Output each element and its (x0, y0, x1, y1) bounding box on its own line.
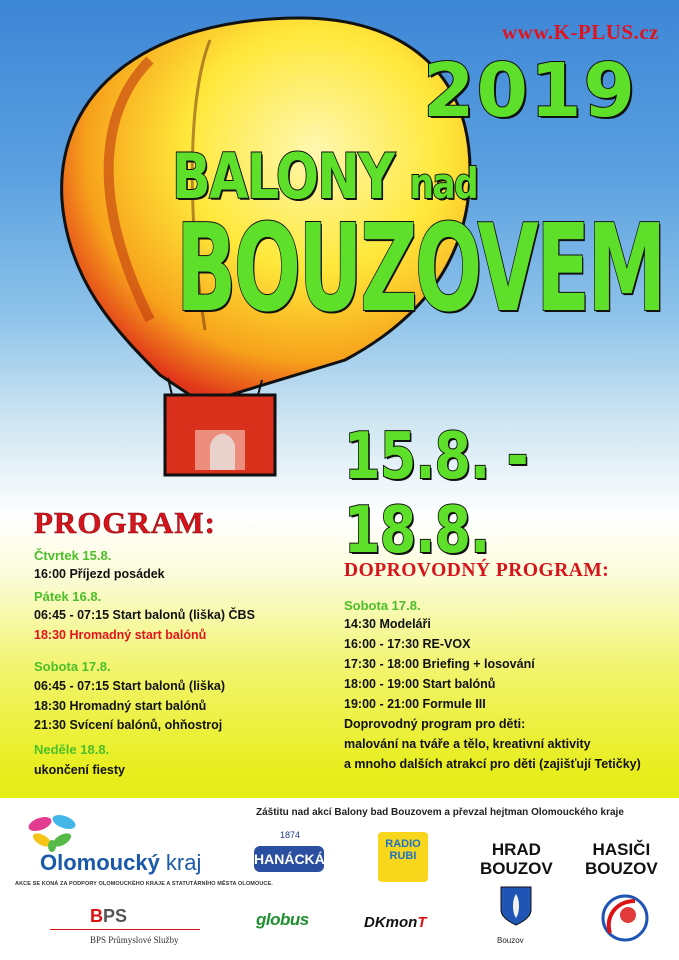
program-item: 18:30 Hromadný start balónů (34, 699, 207, 713)
side-program-item: Doprovodný program pro děti: (344, 717, 526, 731)
bouzov-label: Bouzov (497, 936, 524, 945)
kraj-label: kraj (159, 850, 202, 875)
side-program-item: malování na tváře a tělo, kreativní aktivity (344, 737, 591, 751)
hanacka-logo: HANÁCKÁ (254, 846, 324, 872)
bps-divider (50, 929, 200, 930)
day-sunday: Neděle 18.8. (34, 742, 110, 757)
radio-label: RADIO (385, 838, 421, 850)
olomoucky-kraj-logo (40, 850, 201, 876)
title-balony: BALONY (172, 140, 394, 213)
program-item: ukončení fiesty (34, 763, 125, 777)
event-dates: 15.8. - 18.8. (344, 420, 528, 568)
hrad-bouzov-logo (480, 840, 553, 878)
program-item: 21:30 Svícení balónů, ohňostroj (34, 718, 223, 732)
event-year: 2019 (423, 48, 637, 134)
rubi-label: RUBI (389, 850, 417, 862)
balloon-club-logo-icon (600, 893, 650, 943)
program-heading: PROGRAM: (34, 505, 216, 540)
day-thursday: Čtvrtek 15.8. (34, 548, 112, 563)
side-program-item: 14:30 Modeláři (344, 617, 431, 631)
day-friday: Pátek 16.8. (34, 589, 102, 604)
hrad-bouzov-label: BOUZOV (480, 859, 553, 878)
hanacka-year: 1874 (280, 830, 301, 840)
title-bouzovem: BOUZOVEM (176, 200, 664, 339)
side-day-saturday: Sobota 17.8. (344, 598, 421, 613)
radio-rubi-logo (378, 832, 428, 882)
globus-logo: globus (256, 910, 309, 929)
side-program-item: a mnoho dalších atrakcí pro děti (zajišťují Tetičky) (344, 757, 641, 771)
program-item: 06:45 - 07:15 Start balonů (liška) (34, 679, 226, 693)
bps-subtitle: BPS Průmyslové Služby (90, 935, 179, 945)
olomoucky-kraj-flower-icon (22, 812, 82, 852)
bps-logo-ps: PS (103, 906, 128, 926)
title-nad: nad (409, 159, 477, 208)
side-program-heading: DOPROVODNÝ PROGRAM: (344, 560, 610, 581)
side-program-item: 17:30 - 18:00 Briefing + losování (344, 657, 535, 671)
side-program-item: 16:00 - 17:30 RE-VOX (344, 637, 471, 651)
dkmont-t-label: T (417, 914, 427, 931)
hrad-label: HRAD (491, 840, 541, 859)
side-program-item: 19:00 - 21:00 Formule III (344, 697, 486, 711)
hasici-label: HASIČI (592, 840, 651, 859)
program-item: 06:45 - 07:15 Start balonů (liška) ČBS (34, 608, 255, 622)
bouzov-coat-of-arms-icon (500, 886, 532, 926)
bps-logo (90, 906, 127, 927)
dkmont-label: DKmon (364, 914, 418, 931)
hasici-bouzov-logo (585, 840, 658, 878)
website-url[interactable]: www.K-PLUS.cz (502, 20, 659, 44)
patronage-note: Záštitu nad akcí Balony bad Bouzovem a převzal hejtman Olomouckého kraje (256, 807, 624, 818)
hasici-bouzov-label: BOUZOV (585, 859, 658, 878)
side-program-item: 18:00 - 19:00 Start balónů (344, 677, 496, 691)
day-saturday: Sobota 17.8. (34, 659, 111, 674)
dkmont-logo (364, 914, 427, 931)
olomoucky-label: Olomoucký (40, 850, 160, 875)
bps-logo-b: B (90, 906, 103, 926)
program-item-highlight: 18:30 Hromadný start balónů (34, 628, 207, 642)
program-item: 16:00 Příjezd posádek (34, 567, 165, 581)
olomoucky-kraj-note: AKCE SE KONÁ ZA PODPORY OLOMOUCKÉHO KRAJE A STATUTÁRNÍHO MĚSTA OLOMOUCE. (15, 881, 273, 887)
